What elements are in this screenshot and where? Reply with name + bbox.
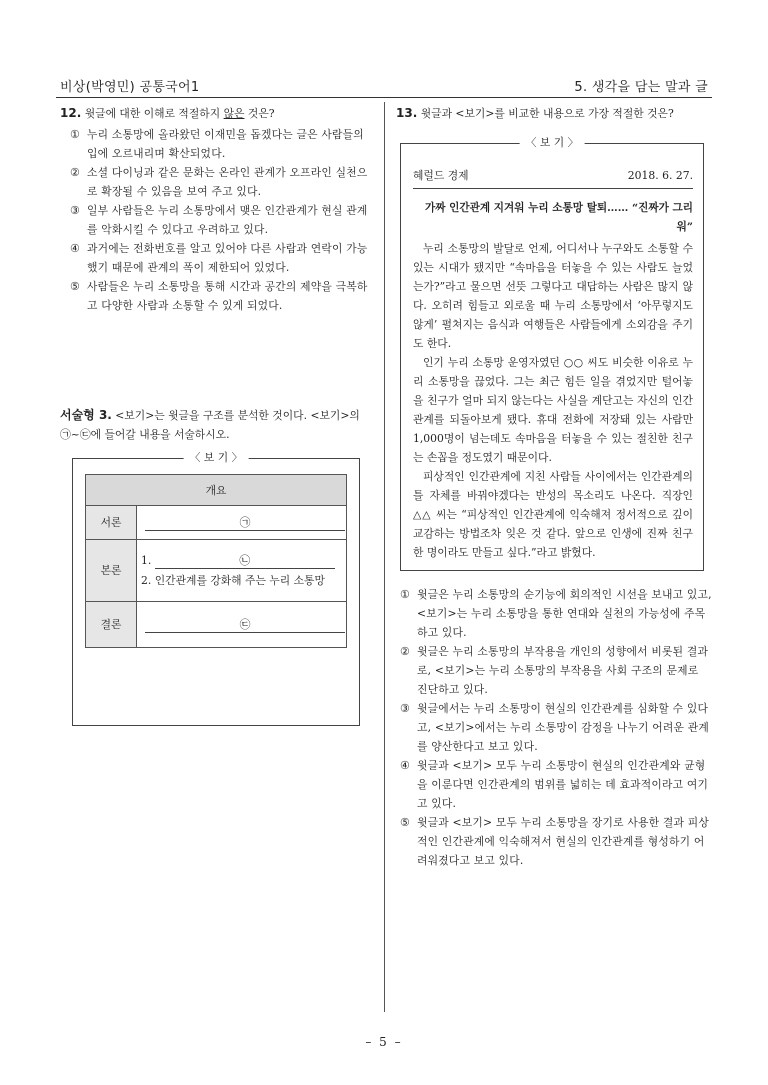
right-column — [396, 104, 712, 870]
article-header — [413, 166, 693, 189]
q12-option-3[interactable]: ③ 일부 사람들은 누리 소통망에서 맺은 인간관계가 현실 관계를 악화시킬 수 있다고 우려하고 있다. — [70, 204, 368, 236]
q3-label: 서술형 3. — [60, 408, 112, 422]
article-source: 혜럴드 경제 — [413, 169, 469, 182]
header-right: 5. 생각을 담는 말과 글 — [574, 80, 708, 95]
q12-title-pre: 윗글에 대한 이해로 적절하지 — [84, 107, 224, 120]
row-label-body: 본론 — [86, 540, 137, 602]
q3-bogi-label: 〈 보 기 〉 — [184, 449, 249, 467]
article-paragraph: 인기 누리 소통망 운영자였던 ○○ 씨도 비슷한 이유로 누리 소통망을 끊었다. 그는 최근 힘든 일을 겪었지만 털어놓을 친구가 얼마 되지 않는다는 사실을 계단고는 자신의 인간관계를 되돌아보게 됐다. 휴대 전화에 저장돼 있는 사람만 1,000명이 넘는데도 속마음을 터놓을 수 있는 절친한 친구는 손꼽을 정도였기 때문이다. — [413, 356, 693, 464]
q3-bogi-box — [72, 451, 360, 726]
q12-option-5[interactable]: ⑤ 사람들은 누리 소통망을 통해 시간과 공간의 제약을 극복하고 다양한 사람과 소통할 수 있게 되었다. — [70, 280, 368, 312]
body-cell: 1. ㉡ 2. 인간관계를 강화해 주는 누리 소통망 — [137, 540, 347, 602]
left-column — [60, 104, 372, 631]
blank-b[interactable]: ㉡ — [155, 554, 335, 569]
blank-a-cell — [137, 506, 347, 540]
q12-option-2[interactable]: ② 소셜 다이닝과 같은 문화는 온라인 관계가 오프라인 실천으로 확장될 수 있음을 보여 주고 있다. — [70, 166, 368, 198]
row-label-conclusion: 결론 — [86, 602, 137, 648]
q12-options — [60, 125, 372, 315]
q13-option-1[interactable]: ① 윗글은 누리 소통망의 순기능에 회의적인 시선을 보내고 있고, <보기>는 누리 소통망을 통한 연대와 실천의 가능성에 주목하고 있다. — [400, 588, 712, 639]
q13-option-2[interactable]: ② 윗글은 누리 소통망의 부작용을 개인의 성향에서 비롯된 결과로, <보기>는 누리 소통망의 부작용을 사회 구조의 문제로 진단하고 있다. — [400, 645, 709, 696]
page-number: – 5 – — [365, 1035, 403, 1049]
q3-prompt — [60, 406, 372, 444]
outline-header: 개요 — [86, 475, 347, 506]
blank-a[interactable]: ㉠ — [145, 516, 345, 531]
blank-c[interactable]: ㉢ — [145, 618, 345, 633]
body-line-2: 2. 인간관계를 강화해 주는 누리 소통망 — [141, 573, 325, 587]
q13-bogi-box — [400, 136, 704, 571]
q13-option-3[interactable]: ③ 윗글에서는 누리 소통망이 현실의 인간관계를 심화할 수 있다고, <보기>에서는 누리 소통망이 감정을 나누기 어려운 관계를 양산한다고 보고 있다. — [400, 702, 710, 753]
q13-option-4[interactable]: ④ 윗글과 <보기> 모두 누리 소통망이 현실의 인간관계와 균형을 이룬다면 인간관계의 범위를 넓히는 데 효과적이라고 여기고 있다. — [400, 759, 709, 810]
article-date: 2018. 6. 27. — [627, 169, 693, 182]
q12-option-4[interactable]: ④ 과거에는 전화번호를 알고 있어야 다른 사람과 연락이 가능했기 때문에 관계의 폭이 제한되어 있었다. — [70, 242, 368, 274]
article-headline: 가짜 인간관계 지겨워 누리 소통망 탈퇴…… “진짜가 그리워” — [424, 202, 693, 233]
q12-title-underline: 않은 — [223, 107, 245, 120]
q12-title-post: 것은? — [244, 107, 275, 120]
article-paragraph: 피상적인 인간관계에 지친 사람들 사이에서는 인간관계의 틀 자체를 바꿔야겠다는 반성의 목소리도 나온다. 직장인 △△ 씨는 “피상적인 인간관계에 익숙해져 정서적으로 깊이 교감하는 방법조차 잊은 것 같다. 앞으로 인생에 진짜 친구 한 명이라도 만들고 싶다.”라고 밝혔다. — [413, 470, 693, 559]
q13-title-text: 윗글과 <보기>를 비교한 내용으로 가장 적절한 것은? — [420, 107, 674, 120]
q3-text: <보기>는 윗글을 구조를 분석한 것이다. <보기>의 ㉠~㉢에 들어갈 내용을 서술하시오. — [60, 409, 360, 441]
row-label-intro: 서론 — [86, 506, 137, 540]
q12-title — [60, 104, 372, 123]
header-left: 비상(박영민) 공통국어1 — [60, 80, 200, 95]
blank-c-cell — [137, 602, 347, 648]
q12-option-1[interactable]: ① 누리 소통망에 올라왔던 이재민을 돕겠다는 글은 사람들의 입에 오르내리며 확산되었다. — [70, 128, 364, 160]
outline-table — [85, 474, 347, 648]
q13-option-5[interactable]: ⑤ 윗글과 <보기> 모두 누리 소통망을 장기로 사용한 결과 피상적인 인간관계에 익숙해져서 현실의 인간관계를 형성하기 어려워졌다고 보고 있다. — [400, 816, 710, 867]
column-divider — [384, 102, 385, 1012]
article-paragraph: 누리 소통망의 발달로 언제, 어디서나 누구와도 소통할 수 있는 시대가 됐지만 “속마음을 터놓을 수 있는 사람도 늘었는가?”라고 물으면 선뜻 그렇다고 대답하는 사람은 많지 않다. 오히려 힘들고 외로울 때 누리 소통망에서 ‘아무렇지도 않게’ 펼쳐지는 음식과 여행들은 사람들에게 소외감을 주기도 한다. — [413, 242, 693, 350]
q13-number: 13. — [396, 106, 418, 120]
q13-bogi-label: 〈 보 기 〉 — [520, 134, 585, 152]
q13-options — [396, 585, 712, 870]
q13-title — [396, 104, 712, 123]
q12-number: 12. — [60, 106, 82, 120]
header-rule — [56, 97, 712, 98]
